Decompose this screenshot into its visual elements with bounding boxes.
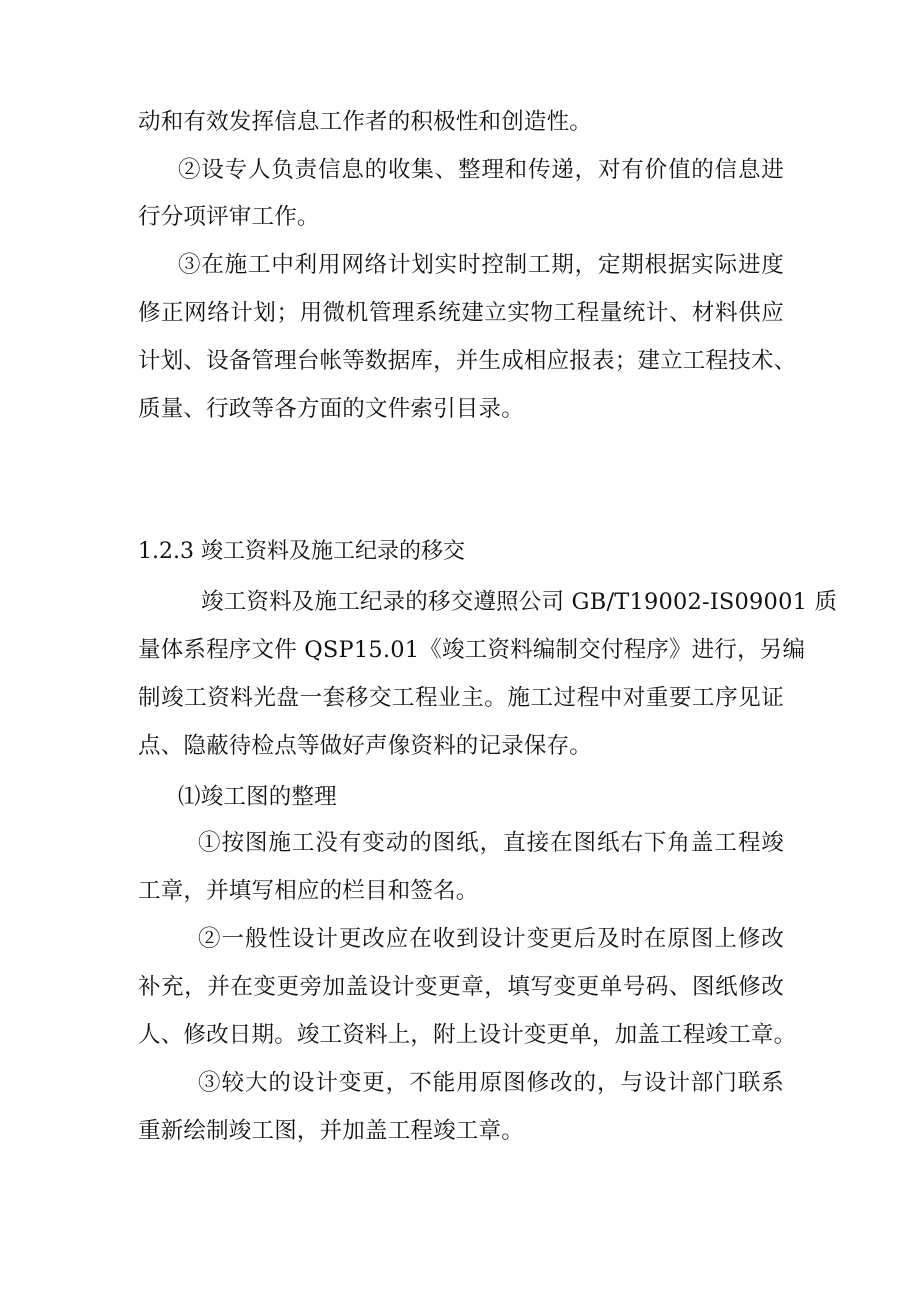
- section-heading: 1.2.3 竣工资料及施工纪录的移交: [138, 539, 465, 564]
- paragraph-line: 补充，并在变更旁加盖设计变更章，填写变更单号码、图纸修改: [138, 974, 784, 1000]
- paragraph-line: ②设专人负责信息的收集、整理和传递，对有价值的信息进: [178, 157, 784, 183]
- subheading: ⑴竣工图的整理: [178, 784, 337, 810]
- paragraph-line: ③较大的设计变更，不能用原图修改的，与设计部门联系: [198, 1070, 784, 1096]
- paragraph-line: 质量、行政等各方面的文件索引目录。: [138, 396, 524, 422]
- paragraph-line: 人、修改日期。竣工资料上，附上设计变更单，加盖工程竣工章。: [138, 1022, 797, 1048]
- paragraph-line: 动和有效发挥信息工作者的积极性和创造性。: [138, 109, 593, 135]
- paragraph-line: 量体系程序文件 QSP15.01《竣工资料编制交付程序》进行，另编: [138, 637, 806, 663]
- paragraph-line: 修正网络计划；用微机管理系统建立实物工程量统计、材料供应: [138, 300, 784, 326]
- paragraph-line: 计划、设备管理台帐等数据库，并生成相应报表；建立工程技术、: [138, 348, 797, 374]
- paragraph-line: 竣工资料及施工纪录的移交遵照公司 GB/T19002-IS09001 质: [201, 589, 838, 615]
- paragraph-line: 行分项评审工作。: [138, 204, 320, 230]
- paragraph-line: 点、隐蔽待检点等做好声像资料的记录保存。: [138, 733, 593, 759]
- paragraph-line: ③在施工中利用网络计划实时控制工期，定期根据实际进度: [178, 252, 784, 278]
- paragraph-line: ①按图施工没有变动的图纸，直接在图纸右下角盖工程竣: [198, 830, 784, 856]
- paragraph-line: 制竣工资料光盘一套移交工程业主。施工过程中对重要工序见证: [138, 685, 784, 711]
- paragraph-line: 工章，并填写相应的栏目和签名。: [138, 878, 479, 904]
- paragraph-line: ②一般性设计更改应在收到设计变更后及时在原图上修改: [198, 926, 784, 952]
- paragraph-line: 重新绘制竣工图，并加盖工程竣工章。: [138, 1118, 524, 1144]
